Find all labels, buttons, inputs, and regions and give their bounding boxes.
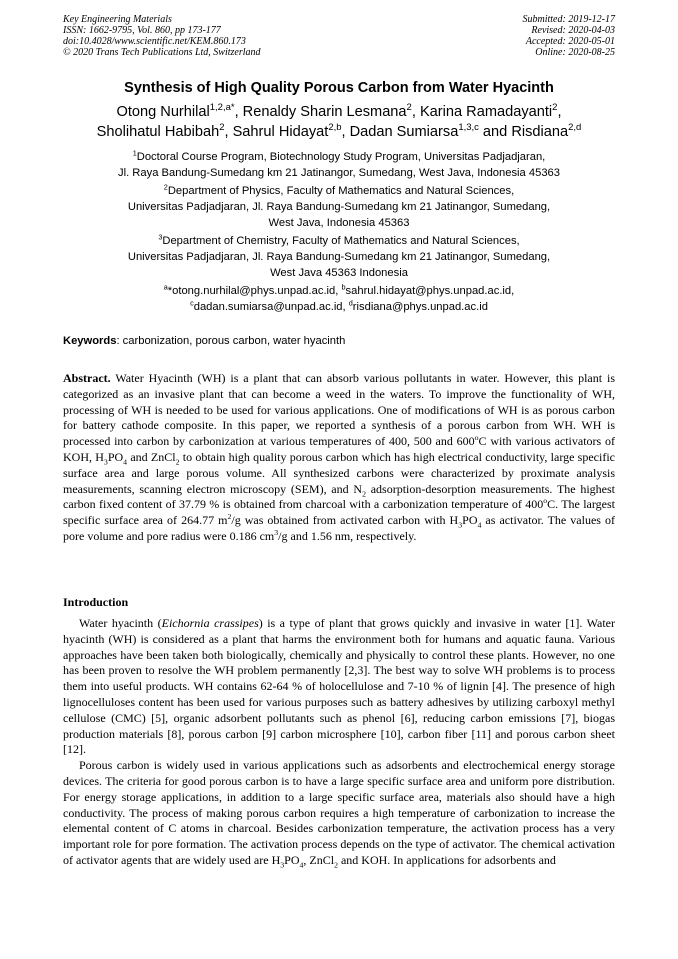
- affiliation-line: [40, 183, 638, 199]
- unit-superscript: 3: [274, 527, 279, 537]
- formula-subscript: 2: [362, 488, 366, 498]
- paragraph-text: Porous carbon is widely used in various applications such as adsorbents and electrochemical energy storage devices. The criteria for good porous carbon is to have a large specific surface area and uniform pore distribution. For energy storage applications, in addition to a large specific surface area, materials also should have a high conductivity. The process of making porous carbon requires a high temperature of carbonization to increase the elemental content of C atoms in charcoal. Besides carbonization temperature, the activation process has a very important role for pore formation. The activation process depends on the type of activator. The chemical activation of activator agents that are widely used are H: [63, 758, 615, 867]
- abstract-text: and ZnCl: [127, 449, 176, 464]
- email-marker: d: [348, 298, 353, 308]
- author-separator: ,: [234, 104, 243, 120]
- email-address[interactable]: dadan.sumiarsa@unpad.ac.id,: [193, 301, 349, 313]
- author-affiliation-marker: 1,2,a*: [209, 102, 235, 114]
- journal-info: [63, 14, 261, 58]
- formula-subscript: 4: [477, 520, 482, 530]
- unit-superscript: 2: [227, 512, 232, 522]
- abstract-label: Abstract.: [63, 371, 111, 385]
- publication-dates: [523, 14, 616, 58]
- journal-name: Key Engineering Materials: [63, 14, 172, 25]
- abstract-text: /g and 1.56 nm, respectively.: [278, 528, 417, 543]
- abstract-text: as activator. The values of pore volume and pore radius were 0.186 cm: [63, 513, 615, 543]
- affiliation-3: [40, 233, 638, 281]
- introduction-body: [63, 616, 615, 869]
- email-address[interactable]: risdiana@phys.unpad.ac.id: [352, 301, 488, 313]
- affiliation-text: Department of Physics, Faculty of Mathematics and Natural Sciences,: [167, 185, 515, 197]
- copyright-line: © 2020 Trans Tech Publications Ltd, Switzerland: [63, 47, 261, 58]
- author-name: Dadan Sumiarsa: [349, 124, 459, 140]
- abstract-text: to obtain high quality porous carbon which has high electrical conductivity, large specific surface area and large porous volume. All synthesized carbons were characterized by proximate analysis measurements, scanning electron microscopy (SEM), and N: [63, 449, 615, 496]
- degree-superscript: o: [474, 433, 479, 443]
- author-affiliation-marker: 2: [552, 102, 558, 114]
- affiliation-text: Doctoral Course Program, Biotechnology Study Program, Universitas Padjadjaran,: [136, 151, 546, 163]
- species-name: Eichornia crassipes: [161, 616, 259, 630]
- formula-subscript: 3: [458, 520, 463, 530]
- abstract-paragraph: [63, 371, 615, 545]
- accepted-date: Accepted: 2020-05-01: [525, 36, 615, 47]
- author-affiliation-marker: 2,b: [328, 122, 342, 134]
- author-separator: and: [478, 124, 512, 140]
- email-line: [40, 283, 638, 299]
- email-line: [40, 299, 638, 315]
- introduction-paragraph-1: [63, 616, 615, 758]
- paragraph-text: and KOH. In applications for adsorbents and: [337, 852, 556, 867]
- affiliation-marker: 2: [163, 182, 168, 192]
- doi-line[interactable]: doi:10.4028/www.scientific.net/KEM.860.173: [63, 36, 246, 47]
- author-separator: ,: [557, 104, 562, 120]
- email-marker: a: [163, 282, 168, 292]
- paragraph-text: Water hyacinth (: [79, 616, 162, 630]
- affiliation-line: [40, 233, 638, 249]
- formula-subscript: 3: [280, 860, 285, 870]
- author-separator: ,: [341, 124, 350, 140]
- email-address[interactable]: sahrul.hidayat@phys.unpad.ac.id,: [345, 285, 515, 297]
- abstract-text: PO: [462, 513, 478, 528]
- email-marker: b: [341, 282, 346, 292]
- introduction-heading: Introduction: [63, 595, 129, 609]
- keywords-text: : carbonization, porous carbon, water hyacinth: [116, 335, 346, 347]
- author-name: Renaldy Sharin Lesmana: [242, 104, 407, 120]
- affiliation-marker: 3: [158, 232, 163, 242]
- degree-superscript: o: [543, 496, 548, 506]
- submitted-date: Submitted: 2019-12-17: [522, 14, 615, 25]
- formula-subscript: 2: [334, 860, 338, 870]
- keywords-line: [63, 334, 623, 348]
- author-affiliation-marker: 2: [219, 122, 225, 134]
- affiliation-line: West Java 45363 Indonesia: [270, 267, 408, 279]
- email-marker: c: [190, 298, 194, 308]
- paragraph-text: PO: [284, 852, 300, 867]
- author-name: Sahrul Hidayat: [232, 124, 329, 140]
- author-affiliation-marker: 1,3,c: [458, 122, 479, 134]
- author-line-1: [40, 102, 638, 122]
- author-separator: ,: [224, 124, 233, 140]
- author-name: Sholihatul Habibah: [96, 124, 220, 140]
- abstract-text: C with various activators of KOH, H: [63, 434, 615, 464]
- affiliation-line: [40, 149, 638, 165]
- affiliation-line: Universitas Padjadjaran, Jl. Raya Bandung-Sumedang km 21 Jatinangor, Sumedang,: [127, 201, 551, 213]
- formula-subscript: 4: [123, 457, 128, 467]
- introduction-paragraph-2: [63, 758, 615, 869]
- revised-date: Revised: 2020-04-03: [531, 25, 615, 36]
- author-emails: [40, 283, 638, 315]
- author-name: Karina Ramadayanti: [419, 104, 553, 120]
- author-affiliation-marker: 2,d: [568, 122, 582, 134]
- paragraph-text: , ZnCl: [303, 852, 335, 867]
- affiliation-line: West Java, Indonesia 45363: [268, 217, 410, 229]
- paragraph-text: ) is a type of plant that grows quickly and invasive in water [1]. Water hyacinth (WH) is considered as a plant that harms the environment both for humans and aquatic fauna. Various approaches have been taken both biologically, chemically and physically to control these plants. However, no one has been proven to resolve the WH problem permanently [2,3]. The best way to solve WH problems is to process them into useful products. WH contains 62-64 % of holocellulose and 7-10 % of lignin [4]. The presence of high lignocelluloses content has been used for various purposes such as battery adhesives by utilizing carboxyl methyl cellulose (CMC) [5], organic adsorbent pollutants such as phenol [6], reducing carbon emissions [7], biogas production materials [8], porous carbon [9] carbon microsphere [10], carbon fiber [11] and porous carbon sheet [12].: [63, 616, 616, 757]
- affiliation-text: Department of Chemistry, Faculty of Mathematics and Natural Sciences,: [162, 235, 520, 247]
- affiliation-1: [40, 149, 638, 181]
- keywords-label: Keywords: [63, 335, 117, 347]
- issn-line: ISSN: 1662-9795, Vol. 860, pp 173-177: [63, 25, 221, 36]
- abstract-text: /g was obtained from activated carbon with H: [231, 513, 459, 528]
- author-line-2: [40, 122, 638, 142]
- author-separator: ,: [411, 104, 420, 120]
- author-name: Otong Nurhilal: [116, 104, 210, 120]
- abstract-text: Water Hyacinth (WH) is a plant that can absorb various pollutants in water. However, this plant is categorized as an invasive plant that can become a weed in the waters. To improve the functionality of WH, processing of WH is needed to be used for various applications. One of modifications of WH is as porous carbon for battery cathode composite. In this paper, we reported a synthesis of a porous carbon from WH. WH is processed into carbon by carbonization at various temperatures of 400, 500 and 600: [63, 371, 615, 449]
- formula-subscript: 2: [175, 457, 180, 467]
- paper-title: Synthesis of High Quality Porous Carbon from Water Hyacinth: [124, 80, 554, 96]
- formula-subscript: 4: [299, 860, 304, 870]
- affiliation-marker: 1: [132, 148, 137, 158]
- author-list: [40, 102, 638, 142]
- online-date: Online: 2020-08-25: [535, 47, 615, 58]
- email-address[interactable]: *otong.nurhilal@phys.unpad.ac.id,: [167, 285, 342, 297]
- author-affiliation-marker: 2: [406, 102, 412, 114]
- abstract-text: C. The largest specific surface area of 264.77 m: [63, 497, 615, 528]
- author-name: Risdiana: [511, 124, 569, 140]
- abstract-text: adsorption-desorption measurements. The highest carbon fixed content of 37.79 % is obtained from charcoal with a carbonization temperature of 400: [63, 481, 616, 512]
- affiliation-line: Universitas Padjadjaran, Jl. Raya Bandung-Sumedang km 21 Jatinangor, Sumedang,: [127, 251, 551, 263]
- formula-subscript: 3: [103, 457, 108, 467]
- affiliation-line: Jl. Raya Bandung-Sumedang km 21 Jatinangor, Sumedang, West Java, Indonesia 45363: [118, 167, 560, 179]
- abstract-text: PO: [107, 449, 124, 464]
- affiliation-2: [40, 183, 638, 231]
